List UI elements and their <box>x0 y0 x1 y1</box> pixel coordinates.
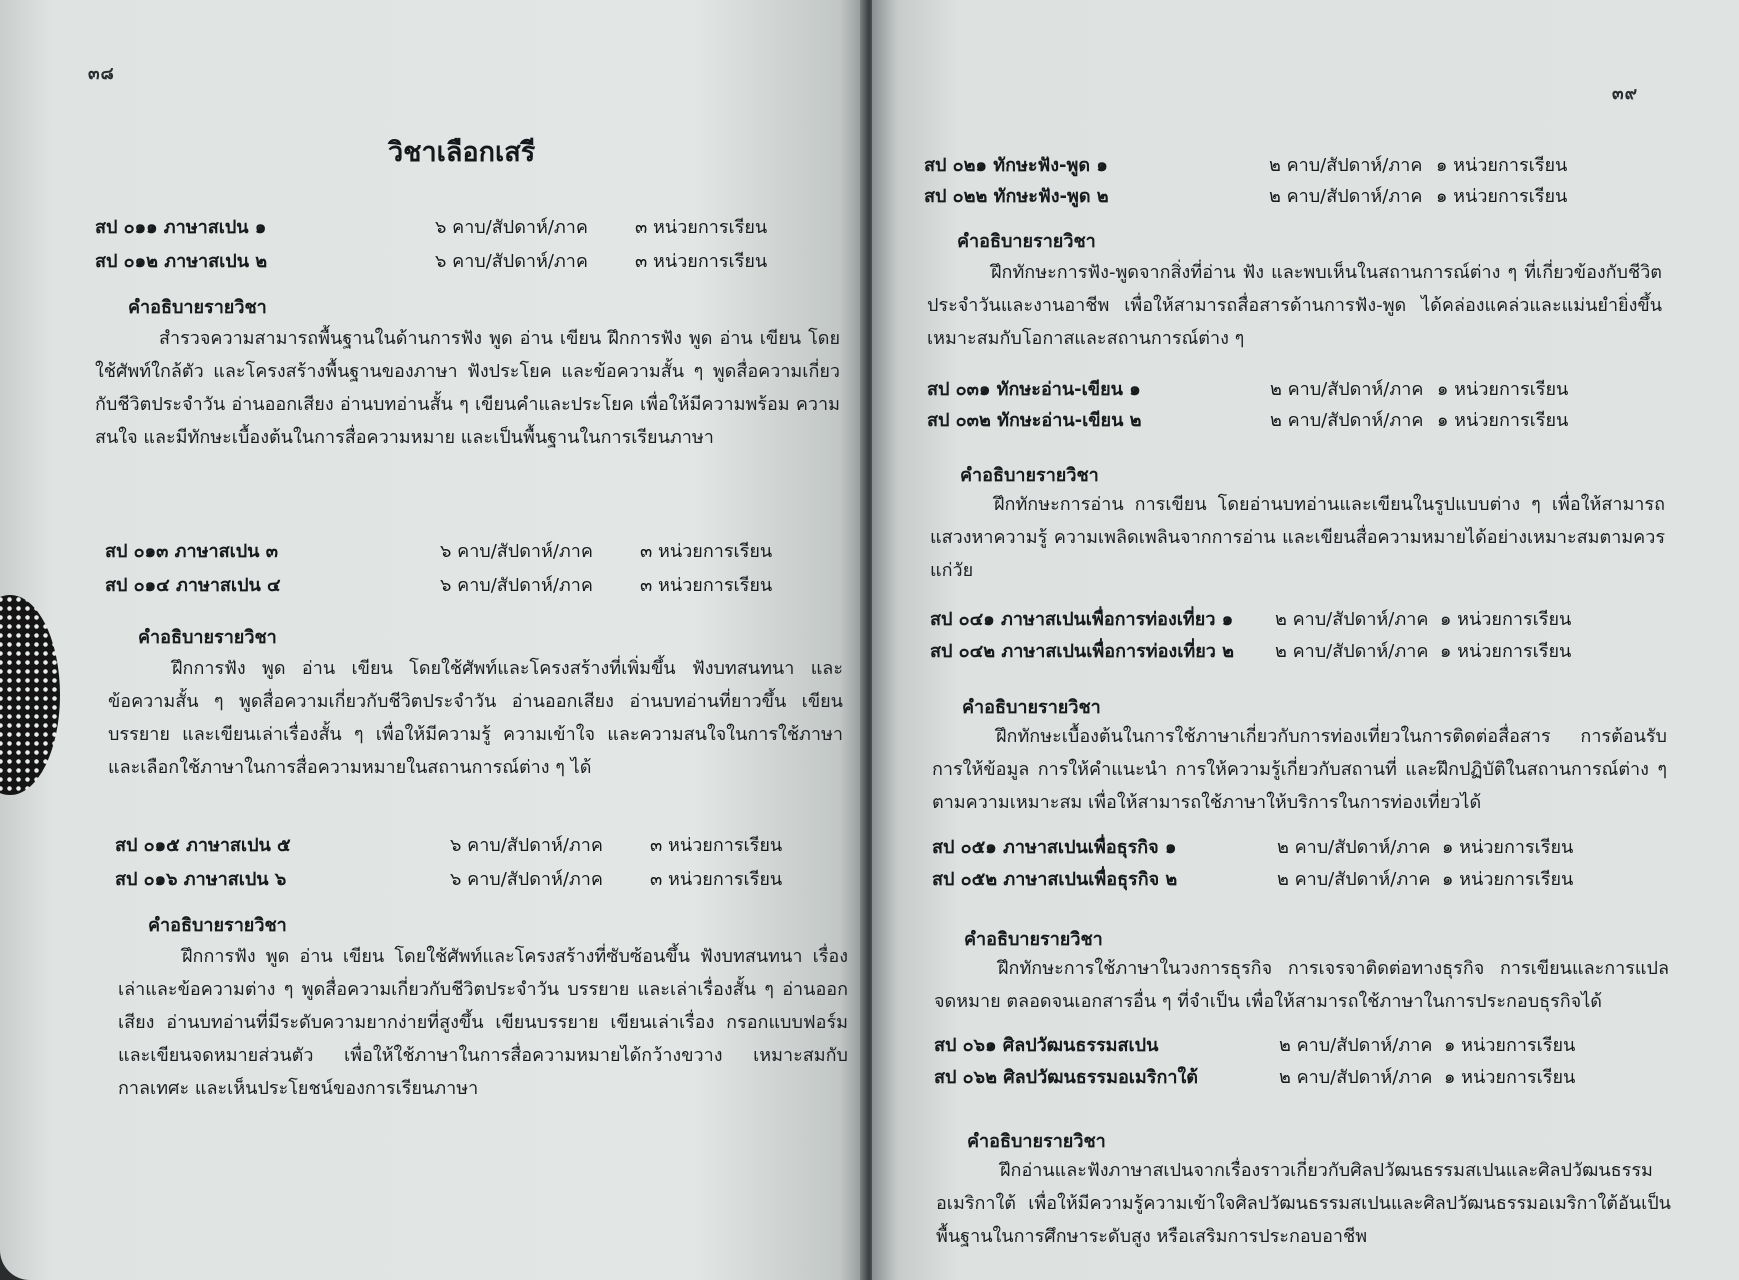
course-entry <box>115 864 783 893</box>
course-hours: ๒ คาบ/สัปดาห์/ภาค <box>1277 869 1431 890</box>
course-credits: ๑ หน่วยการเรียน <box>1437 379 1569 400</box>
course-credits: ๑ หน่วยการเรียน <box>1437 410 1569 431</box>
course-code: สป ๐๑๑ ภาษาสเปน ๑ <box>95 217 267 238</box>
course-code: สป ๐๖๒ ศิลปวัฒนธรรมอเมริกาใต้ <box>934 1067 1198 1088</box>
course-code: สป ๐๓๒ ทักษะอ่าน-เขียน ๒ <box>927 410 1142 431</box>
course-entry <box>924 150 1568 179</box>
course-credits: ๓ หน่วยการเรียน <box>635 217 768 238</box>
description-title: คำอธิบายรายวิชา <box>128 297 267 318</box>
description-text: ฝึกอ่านและฟังภาษาสเปนจากเรื่องราวเกี่ยวกับศิลปวัฒนธรรมสเปนและศิลปวัฒนธรรมอเมริกาใต้ เพื่อให้มีความรู้ความเข้าใจศิลปวัฒนธรรมสเปนและศิลปวัฒนธรรมอเมริกาใต้อันเป็นพื้นฐานในการศึกษาระดับสูง หรือเสริมการประกอบอาชีพ <box>936 1160 1671 1247</box>
course-code: สป ๐๔๒ ภาษาสเปนเพื่อการท่องเที่ยว ๒ <box>930 641 1235 662</box>
course-hours: ๒ คาบ/สัปดาห์/ภาค <box>1269 186 1423 207</box>
description-title: คำอธิบายรายวิชา <box>138 627 277 648</box>
left-page <box>0 0 866 1280</box>
course-hours: ๒ คาบ/สัปดาห์/ภาค <box>1277 837 1431 858</box>
course-credits: ๓ หน่วยการเรียน <box>640 541 773 562</box>
course-credits: ๑ หน่วยการเรียน <box>1442 837 1574 858</box>
description-text: ฝึกการฟัง พูด อ่าน เขียน โดยใช้ศัพท์และโครงสร้างที่เพิ่มขึ้น ฟังบทสนทนา และข้อความสั้น ๆ พูดสื่อความเกี่ยวกับชีวิตประจำวัน อ่านออกเสียง อ่านบทอ่านที่ยาวขึ้น เขียนบรรยาย และเขียนเล่าเรื่องสั้น ๆ เพื่อให้มีความรู้ ความเข้าใจ และความสนใจในการใช้ภาษาและเลือกใช้ภาษาในการสื่อความหมายในสถานการณ์ต่าง ๆ ได้ <box>108 658 843 778</box>
page-number: ๓๘ <box>88 64 115 84</box>
course-hours: ๖ คาบ/สัปดาห์/ภาค <box>450 869 603 890</box>
course-entry <box>95 212 768 241</box>
course-credits: ๓ หน่วยการเรียน <box>650 869 783 890</box>
course-credits: ๑ หน่วยการเรียน <box>1440 641 1572 662</box>
course-code: สป ๐๑๒ ภาษาสเปน ๒ <box>95 251 268 272</box>
description-title: คำอธิบายรายวิชา <box>957 231 1096 252</box>
course-code: สป ๐๔๑ ภาษาสเปนเพื่อการท่องเที่ยว ๑ <box>930 609 1234 630</box>
course-credits: ๓ หน่วยการเรียน <box>640 575 773 596</box>
course-hours: ๖ คาบ/สัปดาห์/ภาค <box>440 575 593 596</box>
course-entry <box>927 405 1569 434</box>
course-entry <box>932 864 1574 893</box>
right-page <box>872 0 1739 1280</box>
description-text: ฝึกทักษะการอ่าน การเขียน โดยอ่านบทอ่านและเขียนในรูปแบบต่าง ๆ เพื่อให้สามารถแสวงหาความรู้ ความเพลิดเพลินจากการอ่าน และเขียนสื่อความหมายได้อย่างเหมาะสมตามควรแก่วัย <box>930 494 1665 581</box>
course-entry <box>927 374 1569 403</box>
course-code: สป ๐๒๑ ทักษะฟัง-พูด ๑ <box>924 155 1108 176</box>
course-hours: ๖ คาบ/สัปดาห์/ภาค <box>450 835 603 856</box>
description-text: ฝึกทักษะเบื้องต้นในการใช้ภาษาเกี่ยวกับการท่องเที่ยวในการติดต่อสื่อสาร การต้อนรับ การให้ข้อมูล การให้คำแนะนำ การให้ความรู้เกี่ยวกับสถานที่ และฝึกปฏิบัติในสถานการณ์ต่าง ๆ ตามความเหมาะสม เพื่อให้สามารถใช้ภาษาให้บริการในการท่องเที่ยวได้ <box>932 726 1667 813</box>
course-code: สป ๐๑๓ ภาษาสเปน ๓ <box>105 541 279 562</box>
description-text: ฝึกทักษะการใช้ภาษาในวงการธุรกิจ การเจรจาติดต่อทางธุรกิจ การเขียนและการแปลจดหมาย ตลอดจนเอกสารอื่น ๆ ที่จำเป็น เพื่อให้สามารถใช้ภาษาในการประกอบธุรกิจได้ <box>934 958 1669 1012</box>
course-credits: ๑ หน่วยการเรียน <box>1436 155 1568 176</box>
course-entry <box>934 1030 1576 1059</box>
course-hours: ๖ คาบ/สัปดาห์/ภาค <box>435 217 588 238</box>
course-code: สป ๐๕๑ ภาษาสเปนเพื่อธุรกิจ ๑ <box>932 837 1177 858</box>
page-number: ๓๙ <box>1612 84 1639 104</box>
course-entry <box>924 181 1568 210</box>
course-credits: ๑ หน่วยการเรียน <box>1444 1035 1576 1056</box>
description-title: คำอธิบายรายวิชา <box>148 915 287 936</box>
course-hours: ๖ คาบ/สัปดาห์/ภาค <box>435 251 588 272</box>
description-text: สำรวจความสามารถพื้นฐานในด้านการฟัง พูด อ่าน เขียน ฝึกการฟัง พูด อ่าน เขียน โดยใช้ศัพท์ใกล้ตัว และโครงสร้างพื้นฐานของภาษา ฟังประโยค และข้อความสั้น ๆ พูดสื่อความเกี่ยวกับชีวิตประจำวัน อ่านออกเสียง อ่านบทอ่านสั้น ๆ เขียนคำและประโยค เพื่อให้มีความพร้อม ความสนใจ และมีทักษะเบื้องต้นในการสื่อความหมาย และเป็นพื้นฐานในการเรียนภาษา <box>95 328 840 448</box>
description-text: ฝึกการฟัง พูด อ่าน เขียน โดยใช้ศัพท์และโครงสร้างที่ซับซ้อนขึ้น ฟังบทสนทนา เรื่องเล่าและข้อความต่าง ๆ พูดสื่อความเกี่ยวกับชีวิตประจำวัน บรรยาย และเล่าเรื่องสั้น ๆ อ่านออกเสียง อ่านบทอ่านที่มีระดับความยากง่ายที่สูงขึ้น เขียนบรรยาย เขียนเล่าเรื่อง กรอกแบบฟอร์ม และเขียนจดหมายส่วนตัว เพื่อให้ใช้ภาษาในการสื่อความหมายได้กว้างขวาง เหมาะสมกับกาลเทศะ และเห็นประโยชน์ของการเรียนภาษา <box>118 946 848 1099</box>
course-hours: ๒ คาบ/สัปดาห์/ภาค <box>1269 155 1423 176</box>
course-code: สป ๐๓๑ ทักษะอ่าน-เขียน ๑ <box>927 379 1141 400</box>
course-entry <box>105 570 773 599</box>
course-entry <box>934 1062 1576 1091</box>
course-entry <box>105 536 773 565</box>
course-hours: ๒ คาบ/สัปดาห์/ภาค <box>1275 609 1429 630</box>
course-hours: ๒ คาบ/สัปดาห์/ภาค <box>1270 410 1424 431</box>
course-hours: ๒ คาบ/สัปดาห์/ภาค <box>1279 1067 1433 1088</box>
course-entry <box>115 830 783 859</box>
description-text: ฝึกทักษะการฟัง-พูดจากสิ่งที่อ่าน ฟัง และพบเห็นในสถานการณ์ต่าง ๆ ที่เกี่ยวข้องกับชีวิตประจำวันและงานอาชีพ เพื่อให้สามารถสื่อสารด้านการฟัง-พูด ได้คล่องแคล่วและแม่นยำยิ่งขึ้น เหมาะสมกับโอกาสและสถานการณ์ต่าง ๆ <box>927 262 1662 349</box>
course-hours: ๒ คาบ/สัปดาห์/ภาค <box>1270 379 1424 400</box>
course-credits: ๓ หน่วยการเรียน <box>650 835 783 856</box>
course-credits: ๑ หน่วยการเรียน <box>1442 869 1574 890</box>
course-credits: ๑ หน่วยการเรียน <box>1444 1067 1576 1088</box>
course-hours: ๒ คาบ/สัปดาห์/ภาค <box>1275 641 1429 662</box>
course-code: สป ๐๒๒ ทักษะฟัง-พูด ๒ <box>924 186 1109 207</box>
course-code: สป ๐๕๒ ภาษาสเปนเพื่อธุรกิจ ๒ <box>932 869 1178 890</box>
page-heading: วิชาเลือกเสรี <box>388 137 536 168</box>
course-hours: ๒ คาบ/สัปดาห์/ภาค <box>1279 1035 1433 1056</box>
description-title: คำอธิบายรายวิชา <box>964 929 1103 950</box>
description-title: คำอธิบายรายวิชา <box>960 465 1099 486</box>
bookmark-ribbon <box>0 595 60 795</box>
course-code: สป ๐๑๖ ภาษาสเปน ๖ <box>115 869 287 890</box>
course-code: สป ๐๑๕ ภาษาสเปน ๕ <box>115 835 291 856</box>
description-title: คำอธิบายรายวิชา <box>962 697 1101 718</box>
course-entry <box>95 246 768 275</box>
description-title: คำอธิบายรายวิชา <box>967 1131 1106 1152</box>
course-credits: ๑ หน่วยการเรียน <box>1436 186 1568 207</box>
course-entry <box>930 604 1572 633</box>
course-entry <box>932 832 1574 861</box>
course-code: สป ๐๖๑ ศิลปวัฒนธรรมสเปน <box>934 1035 1159 1056</box>
course-credits: ๑ หน่วยการเรียน <box>1440 609 1572 630</box>
course-hours: ๖ คาบ/สัปดาห์/ภาค <box>440 541 593 562</box>
course-code: สป ๐๑๔ ภาษาสเปน ๔ <box>105 575 281 596</box>
course-entry <box>930 636 1572 665</box>
course-credits: ๓ หน่วยการเรียน <box>635 251 768 272</box>
